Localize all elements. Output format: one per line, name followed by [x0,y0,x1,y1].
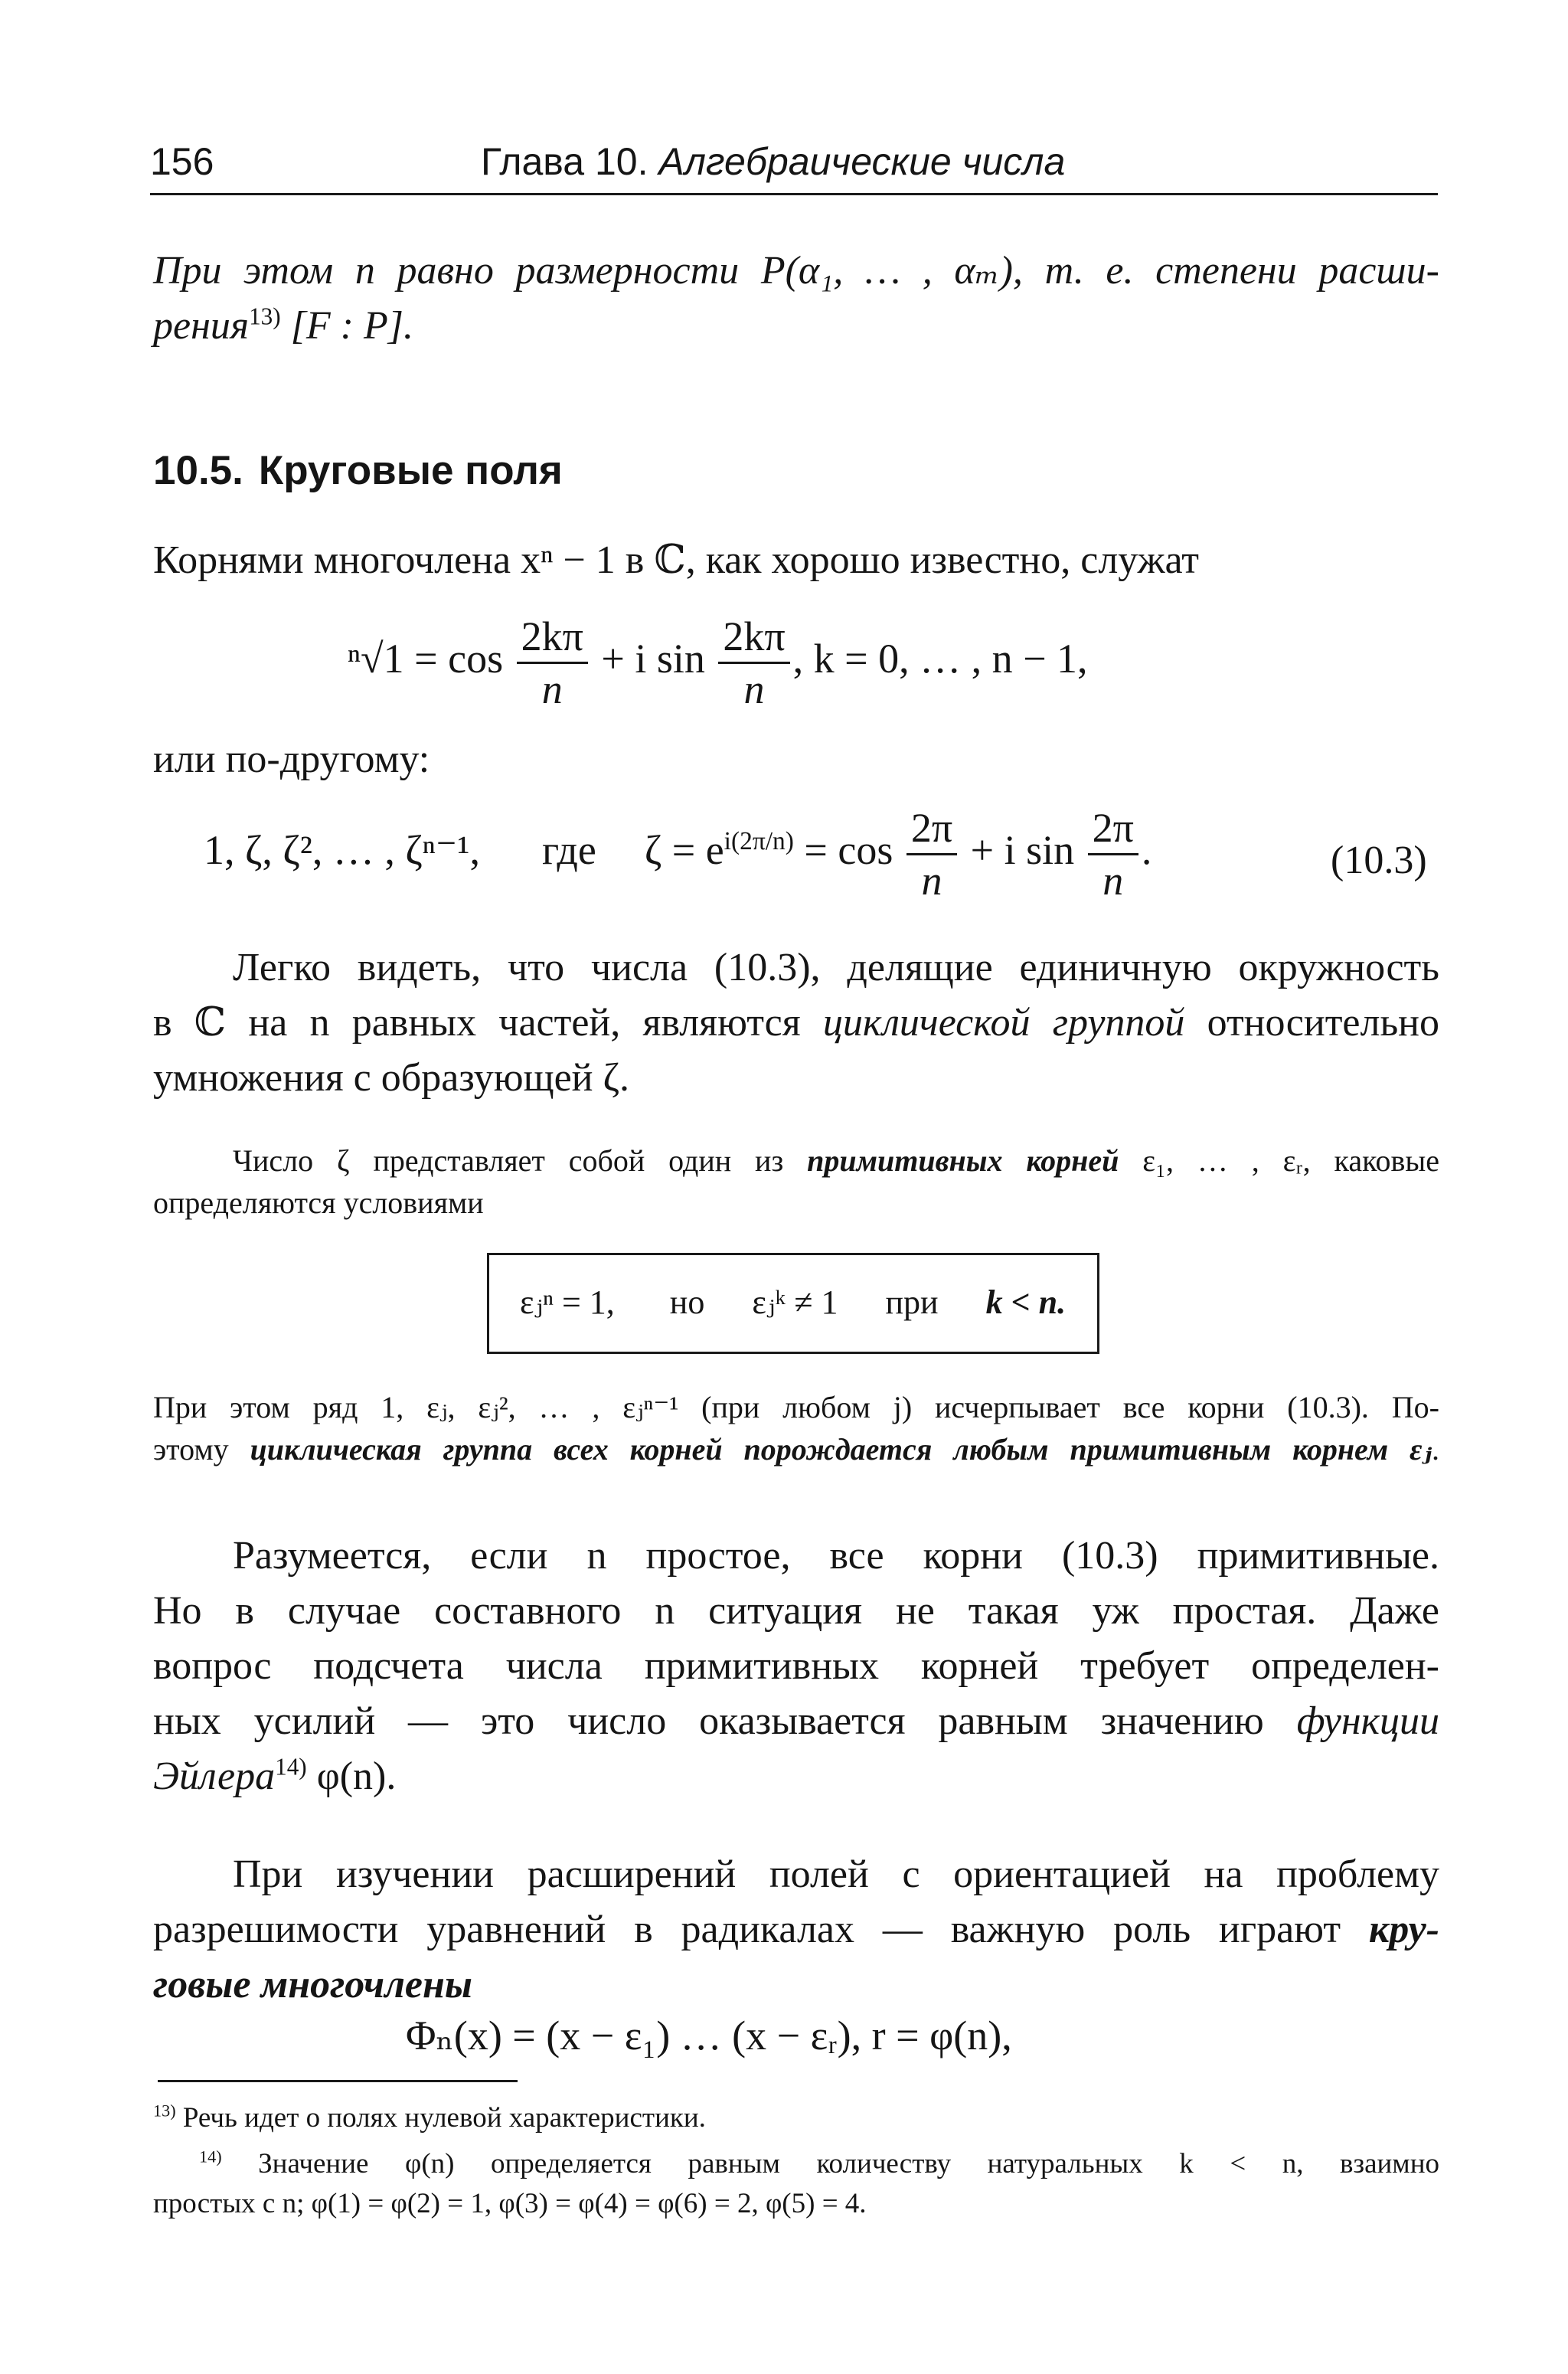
intro-line-1: При этом n равно размерности P(α₁, … , αₘ), т. е. степени расши- [153,249,1439,293]
prime-paragraph [153,1529,1439,1804]
equation-roots-of-unity [348,613,1088,713]
footnote-13 [153,2098,1439,2138]
prime-line-3: вопрос подсчета числа примитивных корней требует определен- [153,1644,1439,1688]
eq2-fraction-2 [1088,804,1138,904]
boxed-formula [520,1283,1066,1322]
study-line-2 [153,1902,1439,1957]
footnote-14-mark: 14) [199,2147,222,2166]
page-number: 156 [150,140,214,183]
roots-paragraph [153,533,1439,588]
easy-line-2 [153,996,1439,1051]
section-title: Круговые поля [258,448,563,493]
eq1-frac1-num: 2kπ [517,613,588,664]
term-euler: Эйлера [153,1754,276,1798]
prime-line-1: Разумеется, если n простое, все корни (10.3) примитивные. [233,1534,1439,1578]
note-paragraph-1 [153,1140,1439,1224]
footnote-13-text: Речь идет о полях нулевой характеристики. [182,2102,706,2134]
eq2-frac1-den: n [921,858,942,904]
footnote-14-line-1 [153,2144,1439,2184]
eq2-frac2-num: 2π [1088,804,1138,855]
eq1-fraction-2 [718,613,789,713]
eq2-sin: + i sin [970,826,1075,873]
term-cyclotomic-part-2: говые многочлены [153,1963,472,2006]
term-cyclic-group: циклической группой [822,1001,1185,1045]
prime-line-2: Но в случае составного n ситуация не такая уж простая. Даже [153,1589,1439,1633]
easy-line-1: Легко видеть, что числа (10.3), делящие единичную окружность [233,946,1439,989]
intro-line-2 [153,299,1439,354]
term-primitive-roots: примитивных корней [807,1143,1119,1178]
note2-text: этому [153,1432,229,1467]
boxed-part-1: εⱼⁿ = 1, [520,1283,615,1321]
prime-line-5 [153,1749,1439,1804]
section-number: 10.5. [153,448,243,493]
term-cyclic-generated: циклическая группа всех корней порождается любым примитивным корнем εⱼ [250,1432,1432,1467]
equation-10-3 [204,804,1152,904]
footnote-14-text-1: Значение φ(n) определяется равным количеству натуральных k < n, взаимно [258,2148,1440,2179]
easy-line-3: умножения с образующей ζ. [153,1056,630,1100]
note-paragraph-2 [153,1386,1439,1470]
note1-line-1 [153,1140,1439,1182]
study-paragraph [153,1847,1439,2013]
boxed-condition [487,1253,1099,1354]
eq2-frac2-den: n [1102,858,1124,904]
chapter-prefix: Глава 10. [481,140,648,183]
footnote-14-line-2: простых с n; φ(1) = φ(2) = 1, φ(3) = φ(4) = φ(6) = 2, φ(5) = 4. [153,2188,867,2219]
equation-cyclotomic: Φₙ(x) = (x − ε₁) … (x − εᵣ), r = φ(n), [406,2013,1012,2058]
intro-tail: [F : P]. [280,304,413,348]
eq2-sequence: 1, ζ, ζ², … , ζⁿ⁻¹, [204,826,480,873]
footnote-14 [153,2144,1439,2224]
eq1-frac2-den: n [743,666,765,712]
other-line: или по-другому: [153,737,430,781]
chapter-name: Алгебраические числа [658,140,1066,183]
eq2-where: где [541,826,596,873]
euler-phi: φ(n). [306,1754,397,1798]
header-rule [150,193,1438,195]
note1-tail: ε₁, … , εᵣ, каковые [1142,1143,1440,1178]
note1-text: Число ζ представляет собой один из [233,1143,784,1178]
boxed-part-5: k < n. [985,1283,1067,1321]
eq2-exponent: i(2π/n) [724,826,794,855]
note2-line-1: При этом ряд 1, εⱼ, εⱼ², … , εⱼⁿ⁻¹ (при любом j) исчерпывает все корни (10.3). По- [153,1390,1439,1424]
footnote-rule [158,2080,518,2082]
footnote-13-mark: 13) [153,2101,176,2121]
easy-line-2-end: относительно [1207,1001,1439,1045]
eq1-frac2-num: 2kπ [718,613,789,664]
eq1-tail: , k = 0, … , n − 1, [792,635,1088,682]
footnote-ref-14: 14) [275,1753,307,1780]
study-line-1: При изучении расширений полей с ориентацией на проблему [233,1852,1439,1896]
prime-line-4 [153,1694,1439,1749]
eq2-cos: = cos [804,826,893,873]
note1-line-2: определяются условиями [153,1185,484,1220]
boxed-part-3: εⱼᵏ ≠ 1 [752,1283,838,1321]
intro-word: рения [153,304,250,348]
eq1-mid: + i sin [601,635,705,682]
prime-line-4-text: ных усилий — это число оказывается равным значению [153,1699,1264,1743]
eq2-fraction-1 [906,804,957,904]
easy-paragraph [153,940,1439,1106]
boxed-part-4: при [885,1283,939,1321]
footnote-ref-13: 13) [249,302,281,330]
term-function: функции [1296,1699,1439,1743]
eq2-frac1-num: 2π [906,804,957,855]
term-cyclotomic-part-1: кру- [1368,1908,1439,1951]
easy-line-2-text: в ℂ на n равных частей, являются [153,1001,801,1045]
eq1-fraction-1 [517,613,588,713]
roots-line: Корнями многочлена xⁿ − 1 в ℂ, как хорошо известно, служат [153,538,1199,582]
equation-number-10-3: (10.3) [1331,839,1427,882]
note2-line-2 [153,1428,1439,1470]
boxed-part-2: но [669,1283,705,1321]
running-header [150,136,1438,196]
other-paragraph [153,732,1439,787]
chapter-title [481,139,1065,184]
eq2-zeta-def: ζ = e [644,826,724,873]
eq1-frac1-den: n [541,666,563,712]
intro-paragraph [153,244,1439,354]
eq1-lhs: ⁿ√1 = cos [348,635,504,682]
section-heading [153,447,578,494]
note2-end: . [1432,1432,1440,1467]
study-line-2-text: разрешимости уравнений в радикалах — важную роль играют [153,1908,1341,1951]
eq2-end: . [1141,826,1152,873]
